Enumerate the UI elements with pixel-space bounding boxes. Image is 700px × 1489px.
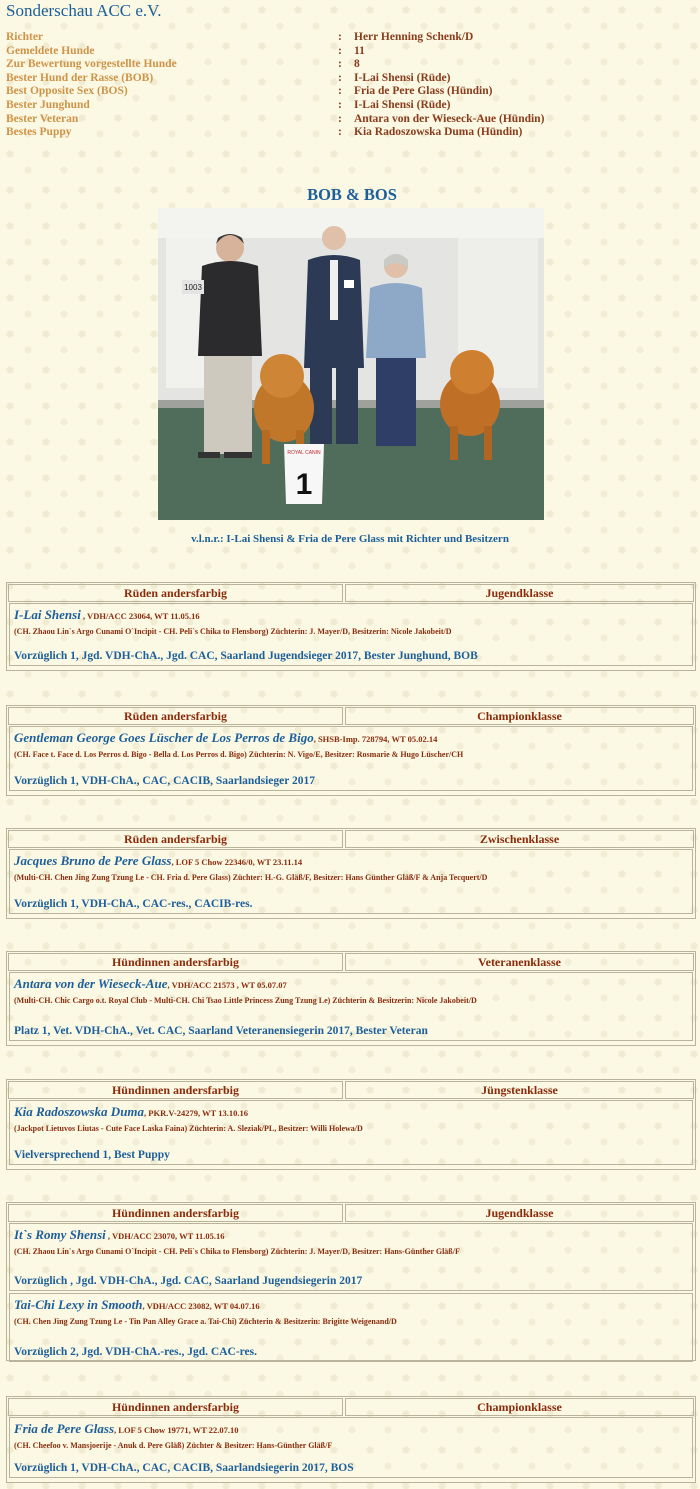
dog-name: Tai-Chi Lexy in Smooth [14,1297,143,1312]
info-colon: : [338,31,342,43]
winners-photo [158,208,544,520]
show-class: Veteranenklasse [345,953,694,971]
info-label: Bestes Puppy [6,126,72,139]
info-label: Bester Hund der Rasse (BOB) [6,71,154,84]
result-table [6,1079,696,1170]
info-row [6,72,696,86]
sex-color-group: Rüden andersfarbig [8,584,343,602]
result-table-header [7,1203,695,1223]
sex-color-group: Hündinnen andersfarbig [8,1204,343,1222]
photo-caption: v.l.n.r.: I-Lai Shensi & Fria de Pere Glass mit Richter und Besitzern [191,533,509,545]
dog-entry [9,1100,693,1165]
dog-result: Vorzüglich 1, VDH-ChA., CAC, CACIB, Saarlandsiegerin 2017, BOS [14,1462,354,1474]
result-table-header [7,1397,695,1417]
placement-sign-number: 1 [295,468,313,501]
dog-registration: , VDH/ACC 21573 , WT 05.07.07 [167,980,287,990]
result-table-header [7,706,695,726]
info-label: Best Opposite Sex (BOS) [6,85,128,98]
dog-entry [9,1293,693,1362]
info-value: I-Lai Shensi (Rüde) [354,98,451,111]
dog-name: I-Lai Shensi [14,607,81,622]
info-value: Kia Radoszowska Duma (Hündin) [354,126,523,139]
info-row [6,113,696,127]
info-value: 8 [354,58,360,71]
info-row [6,58,696,72]
info-colon: : [338,98,342,111]
info-value: Fria de Pere Glass (Hündin) [354,85,493,98]
result-table-header [7,952,695,972]
info-row [6,31,696,45]
page-title: Sonderschau ACC e.V. [6,1,162,20]
info-row [6,45,696,59]
sex-color-group: Hündinnen andersfarbig [8,1081,343,1099]
dog-name: Gentleman George Goes Lüscher de Los Perros de Bigo [14,730,314,745]
result-table [6,828,696,919]
result-table [6,582,696,671]
info-colon: : [338,85,342,98]
info-row [6,126,696,140]
show-class: Zwischenklasse [345,830,694,848]
dog-pedigree: (Multi-CH. Chic Cargo o.t. Royal Club - Multi-CH. Chi Tsao Little Princess Zung Tzung Le) Züchterin & Besitzerin: Nicole Jakobeit/D [14,996,477,1005]
dog-result: Vielversprechend 1, Best Puppy [14,1149,170,1161]
info-label: Richter [6,31,44,43]
dog-pedigree: (CH. Zhaou Lin`s Argo Cunami O`Incipit - CH. Peli`s Chika to Flensborg) Züchterin: J. Mayer/D, Besitzerin: Nicole Jakobeit/D [14,627,452,636]
dog-entry [9,849,693,914]
dog-name: It`s Romy Shensi [14,1227,106,1242]
dog-pedigree: (Jackpot Lietuvos Liutas - Cute Face Laska Faina) Züchterin: A. Sleziak/PL, Besitzer: Willi Holewa/D [14,1124,363,1133]
dog-entry [9,972,693,1041]
result-table-header [7,829,695,849]
info-label: Zur Bewertung vorgestellte Hunde [6,58,177,71]
dog-registration: , SHSB-Imp. 728794, WT 05.02.14 [313,734,438,744]
result-table [6,951,696,1046]
dog-registration: , VDH/ACC 23082, WT 04.07.16 [142,1301,260,1311]
sign-brand: ROYAL CANIN [287,450,321,456]
show-class: Championklasse [345,707,694,725]
dog-name: Antara von der Wieseck-Aue [14,976,168,991]
info-colon: : [338,71,342,84]
sex-color-group: Hündinnen andersfarbig [8,1398,343,1416]
dog-result: Platz 1, Vet. VDH-ChA., Vet. CAC, Saarland Veteranensiegerin 2017, Bester Veteran [14,1025,428,1037]
sex-color-group: Hündinnen andersfarbig [8,953,343,971]
show-class: Jugendklasse [345,1204,694,1222]
result-table-header [7,1080,695,1100]
dog-pedigree: (Multi-CH. Chen Jing Zung Tzung Le - CH. Fria d. Pere Glass) Züchter: H.-G. Gläß/F, Besitzer: Hans Günther Gläß/F & Anja Tecquert/D [14,873,488,882]
dog-pedigree: (CH. Cheefoo v. Mansjoerije - Anuk d. Pere Gläß) Züchter & Besitzer: Hans-Günther Gläß/F [14,1441,333,1450]
info-colon: : [338,112,342,125]
show-class: Jüngstenklasse [345,1081,694,1099]
info-row [6,99,696,113]
result-table [6,1396,696,1483]
dog-result: Vorzüglich 1, VDH-ChA., CAC-res., CACIB-res. [14,898,253,910]
sex-color-group: Rüden andersfarbig [8,830,343,848]
dog-result: Vorzüglich 2, Jgd. VDH-ChA.-res., Jgd. CAC-res. [14,1346,257,1358]
dog-entry [9,726,693,791]
info-label: Bester Junghund [6,98,90,111]
info-colon: : [338,58,342,71]
info-value: I-Lai Shensi (Rüde) [354,71,451,84]
dog-registration: , VDH/ACC 23064, WT 11.05.16 [80,611,200,621]
result-table-header [7,583,695,603]
result-table [6,1202,696,1361]
result-table [6,705,696,796]
info-label: Bester Veteran [6,112,79,125]
show-class: Jugendklasse [345,584,694,602]
info-row [6,85,696,99]
dog-registration: , LOF 5 Chow 19771, WT 22.07.10 [114,1425,239,1435]
dog-pedigree: (CH. Zhaou Lin`s Argo Cunami O`Incipit - CH. Peli`s Chika to Flensborg) Züchterin: J. Mayer/D, Besitzer: Hans-Günther Gläß/F [14,1247,460,1256]
dog-registration: , PKR.V-24279, WT 13.10.16 [144,1108,248,1118]
dog-result: Vorzüglich , Jgd. VDH-ChA., Jgd. CAC, Saarland Jugendsiegerin 2017 [14,1275,363,1287]
info-value: Herr Henning Schenk/D [354,31,474,43]
dog-registration: , VDH/ACC 23070, WT 11.05.16 [105,1231,225,1241]
dog-entry [9,1223,693,1291]
info-label: Gemeldete Hunde [6,44,95,57]
show-class: Championklasse [345,1398,694,1416]
dog-name: Fria de Pere Glass [14,1421,115,1436]
dog-pedigree: (CH. Face t. Face d. Los Perros d. Bigo - Bella d. Los Perros d. Bigo) Züchterin: N. Vigo/E, Besitzer: Rosmarie & Hugo Lüscher/CH [14,750,464,759]
dog-result: Vorzüglich 1, VDH-ChA., CAC, CACIB, Saarlandsieger 2017 [14,775,316,787]
armband-number: 1003 [184,283,202,292]
dog-entry [9,1417,693,1478]
info-value: Antara von der Wieseck-Aue (Hündin) [354,112,545,125]
info-colon: : [338,126,342,139]
dog-name: Jacques Bruno de Pere Glass [14,853,172,868]
dog-registration: , LOF 5 Chow 22346/0, WT 23.11.14 [171,857,303,867]
info-value: 11 [354,44,365,57]
dog-pedigree: (CH. Chen Jing Zung Tzung Le - Tin Pan Alley Grace a. Tai-Chi) Züchterin & Besitzerin: Brigitte Weigenand/D [14,1317,397,1326]
bob-bos-heading: BOB & BOS [307,185,397,204]
dog-result: Vorzüglich 1, Jgd. VDH-ChA., Jgd. CAC, Saarland Jugendsieger 2017, Bester Junghund, BOB [14,650,478,662]
dog-entry [9,603,693,666]
show-info-list [6,31,696,140]
info-colon: : [338,44,342,57]
sex-color-group: Rüden andersfarbig [8,707,343,725]
dog-name: Kia Radoszowska Duma [14,1104,145,1119]
